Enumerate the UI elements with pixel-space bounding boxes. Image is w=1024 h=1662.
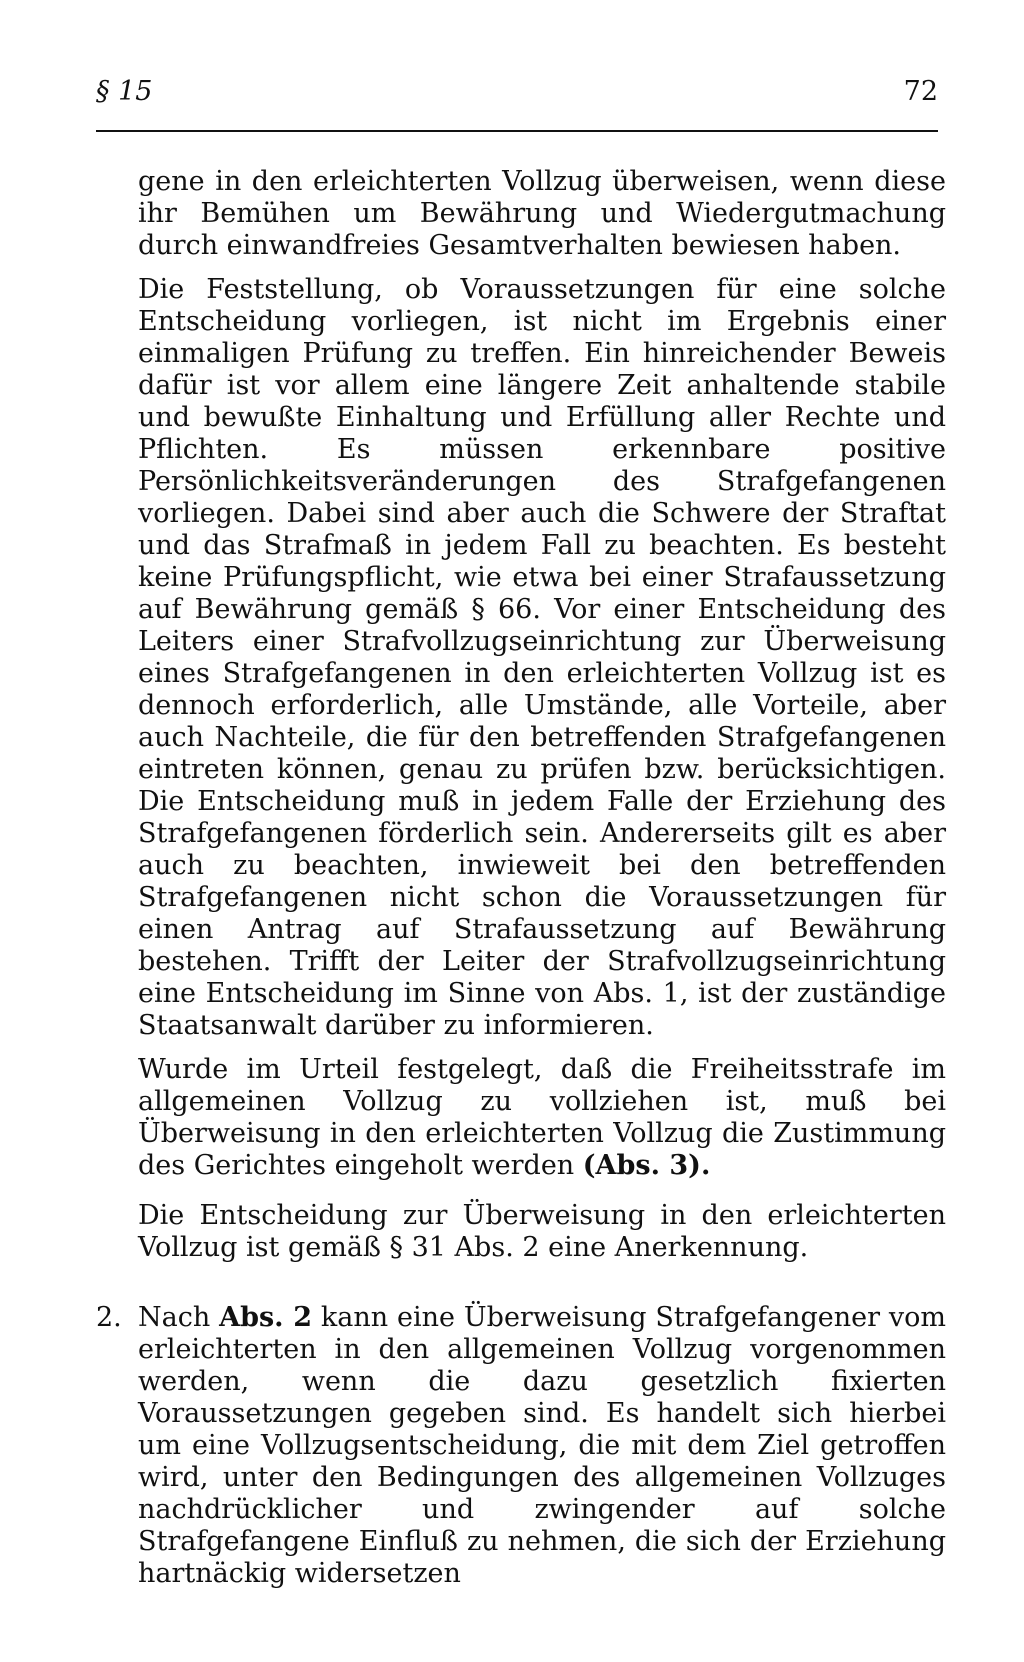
body-text: [96, 166, 946, 1590]
item-2-lead: Nach: [138, 1302, 220, 1333]
section-reference: § 15: [96, 76, 153, 107]
paragraph-3-text: Wurde im Urteil festgelegt, daß die Freiheitsstrafe im allgemeinen Vollzug zu vollziehen ist, muß bei Überweisung in den erleichterten Vollzug die Zustimmung des Gerichtes eingeholt werden: [138, 1054, 946, 1181]
page-number: 72: [903, 76, 938, 107]
item-number: 2.: [96, 1302, 122, 1333]
paragraph-1: gene in den erleichterten Vollzug überweisen, wenn diese ihr Bemühen um Bewährung und Wiedergutmachung durch einwandfreies Gesamtverhalten bewiesen haben.: [138, 166, 946, 261]
item-2-text: kann eine Überweisung Strafgefangener vom erleichterten in den allgemeinen Vollzug vorgenommen werden, wenn die dazu gesetzlich fixierten Voraussetzungen gegeben sind. Es handelt sich hierbei um eine Vollzugsentscheidung, die mit dem Ziel getroffen wird, unter den Bedingungen des allgemeinen Vollzuges nachdrücklicher und zwingender auf solche Strafgefangene Einfluß zu nehmen, die sich der Erziehung hartnäckig widersetzen: [138, 1302, 946, 1589]
numbered-item-2: [96, 1302, 946, 1590]
paragraph-4: Die Entscheidung zur Überweisung in den erleichterten Vollzug ist gemäß § 31 Abs. 2 eine Anerkennung.: [138, 1200, 946, 1263]
paragraph-2: Die Feststellung, ob Voraussetzungen für eine solche Entscheidung vorliegen, ist nicht im Ergebnis einer einmaligen Prüfung zu treffen. Ein hinreichender Beweis dafür ist vor allem eine längere Zeit anhaltende stabile und bewußte Einhaltung und Erfüllung aller Rechte und Pflichten. Es müssen erkennbare positive Persönlichkeitsveränderungen des Strafgefangenen vorliegen. Dabei sind aber auch die Schwere der Straftat und das Strafmaß in jedem Fall zu beachten. Es besteht keine Prüfungspflicht, wie etwa bei einer Strafaussetzung auf Bewährung gemäß § 66. Vor einer Entscheidung des Leiters einer Strafvollzugseinrichtung zur Überweisung eines Strafgefangenen in den erleichterten Vollzug ist es dennoch erforderlich, alle Umstände, alle Vorteile, aber auch Nachteile, die für den betreffenden Strafgefangenen eintreten können, genau zu prüfen bzw. berücksichtigen. Die Entscheidung muß in jedem Falle der Erziehung des Strafgefangenen förderlich sein. Andererseits gilt es aber auch zu beachten, inwieweit bei den betreffenden Strafgefangenen nicht schon die Voraussetzungen für einen Antrag auf Strafaussetzung auf Bewährung bestehen. Trifft der Leiter der Strafvollzugseinrichtung eine Entscheidung im Sinne von Abs. 1, ist der zuständige Staatsanwalt darüber zu informieren.: [138, 274, 946, 1041]
paragraph-3-reference: (Abs. 3).: [582, 1150, 711, 1181]
running-head: [96, 76, 938, 112]
paragraph-3: [138, 1054, 946, 1182]
header-rule: [96, 130, 938, 132]
item-2-reference: Abs. 2: [219, 1302, 313, 1333]
